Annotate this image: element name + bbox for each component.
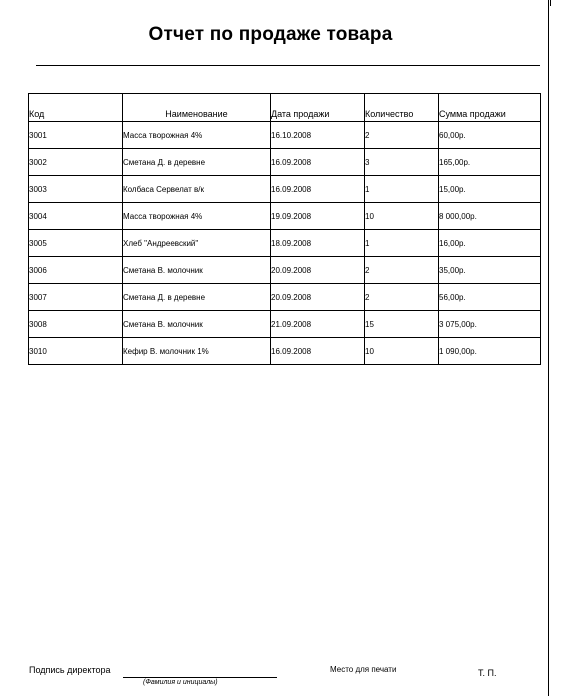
cell-sum: 15,00р. (439, 176, 541, 203)
cell-date: 16.10.2008 (271, 122, 365, 149)
cell-sum: 60,00р. (439, 122, 541, 149)
stamp-mark-label: Т. П. (478, 668, 497, 678)
cell-quantity: 3 (365, 149, 439, 176)
cell-name: Сметана Д. в деревне (123, 284, 271, 311)
cell-date: 19.09.2008 (271, 203, 365, 230)
cell-sum: 8 000,00р. (439, 203, 541, 230)
cell-code: 3010 (29, 338, 123, 365)
table-row (29, 122, 541, 149)
cell-date: 20.09.2008 (271, 284, 365, 311)
table-row (29, 257, 541, 284)
cell-name: Кефир В. молочник 1% (123, 338, 271, 365)
table-row (29, 311, 541, 338)
cell-date: 16.09.2008 (271, 176, 365, 203)
table-header-row (29, 94, 541, 122)
cell-date: 18.09.2008 (271, 230, 365, 257)
stamp-place-label: Место для печати (330, 665, 397, 674)
cell-sum: 1 090,00р. (439, 338, 541, 365)
signature-label: Подпись директора (29, 665, 111, 675)
cell-quantity: 10 (365, 338, 439, 365)
page-corner (544, 0, 551, 6)
table-row (29, 176, 541, 203)
table-row (29, 284, 541, 311)
cell-quantity: 2 (365, 284, 439, 311)
cell-code: 3007 (29, 284, 123, 311)
cell-quantity: 10 (365, 203, 439, 230)
page-edge (548, 0, 549, 696)
column-header-date: Дата продажи (271, 94, 365, 122)
column-header-name: Наименование (123, 94, 271, 122)
cell-code: 3001 (29, 122, 123, 149)
cell-sum: 56,00р. (439, 284, 541, 311)
cell-quantity: 1 (365, 176, 439, 203)
column-header-code: Код (29, 94, 123, 122)
cell-code: 3004 (29, 203, 123, 230)
cell-name: Сметана В. молочник (123, 257, 271, 284)
signature-hint: (Фамилия и инициалы) (143, 679, 218, 686)
cell-quantity: 2 (365, 257, 439, 284)
cell-name: Колбаса Сервелат в/к (123, 176, 271, 203)
cell-sum: 3 075,00р. (439, 311, 541, 338)
column-header-quantity: Количество (365, 94, 439, 122)
cell-quantity: 1 (365, 230, 439, 257)
cell-name: Масса творожная 4% (123, 203, 271, 230)
cell-sum: 165,00р. (439, 149, 541, 176)
cell-quantity: 15 (365, 311, 439, 338)
cell-date: 20.09.2008 (271, 257, 365, 284)
cell-date: 21.09.2008 (271, 311, 365, 338)
cell-date: 16.09.2008 (271, 149, 365, 176)
table-row (29, 203, 541, 230)
cell-date: 16.09.2008 (271, 338, 365, 365)
table-row (29, 338, 541, 365)
cell-code: 3005 (29, 230, 123, 257)
cell-name: Масса творожная 4% (123, 122, 271, 149)
sales-table (28, 93, 541, 365)
title-divider (36, 65, 540, 66)
cell-name: Сметана Д. в деревне (123, 149, 271, 176)
cell-name: Хлеб "Андреевский" (123, 230, 271, 257)
report-title: Отчет по продаже товара (148, 24, 393, 45)
cell-code: 3008 (29, 311, 123, 338)
table-row (29, 230, 541, 257)
signature-line (123, 677, 277, 678)
cell-sum: 35,00р. (439, 257, 541, 284)
cell-quantity: 2 (365, 122, 439, 149)
cell-code: 3002 (29, 149, 123, 176)
column-header-sum: Сумма продажи (439, 94, 541, 122)
cell-name: Сметана В. молочник (123, 311, 271, 338)
cell-code: 3003 (29, 176, 123, 203)
cell-code: 3006 (29, 257, 123, 284)
cell-sum: 16,00р. (439, 230, 541, 257)
table-row (29, 149, 541, 176)
